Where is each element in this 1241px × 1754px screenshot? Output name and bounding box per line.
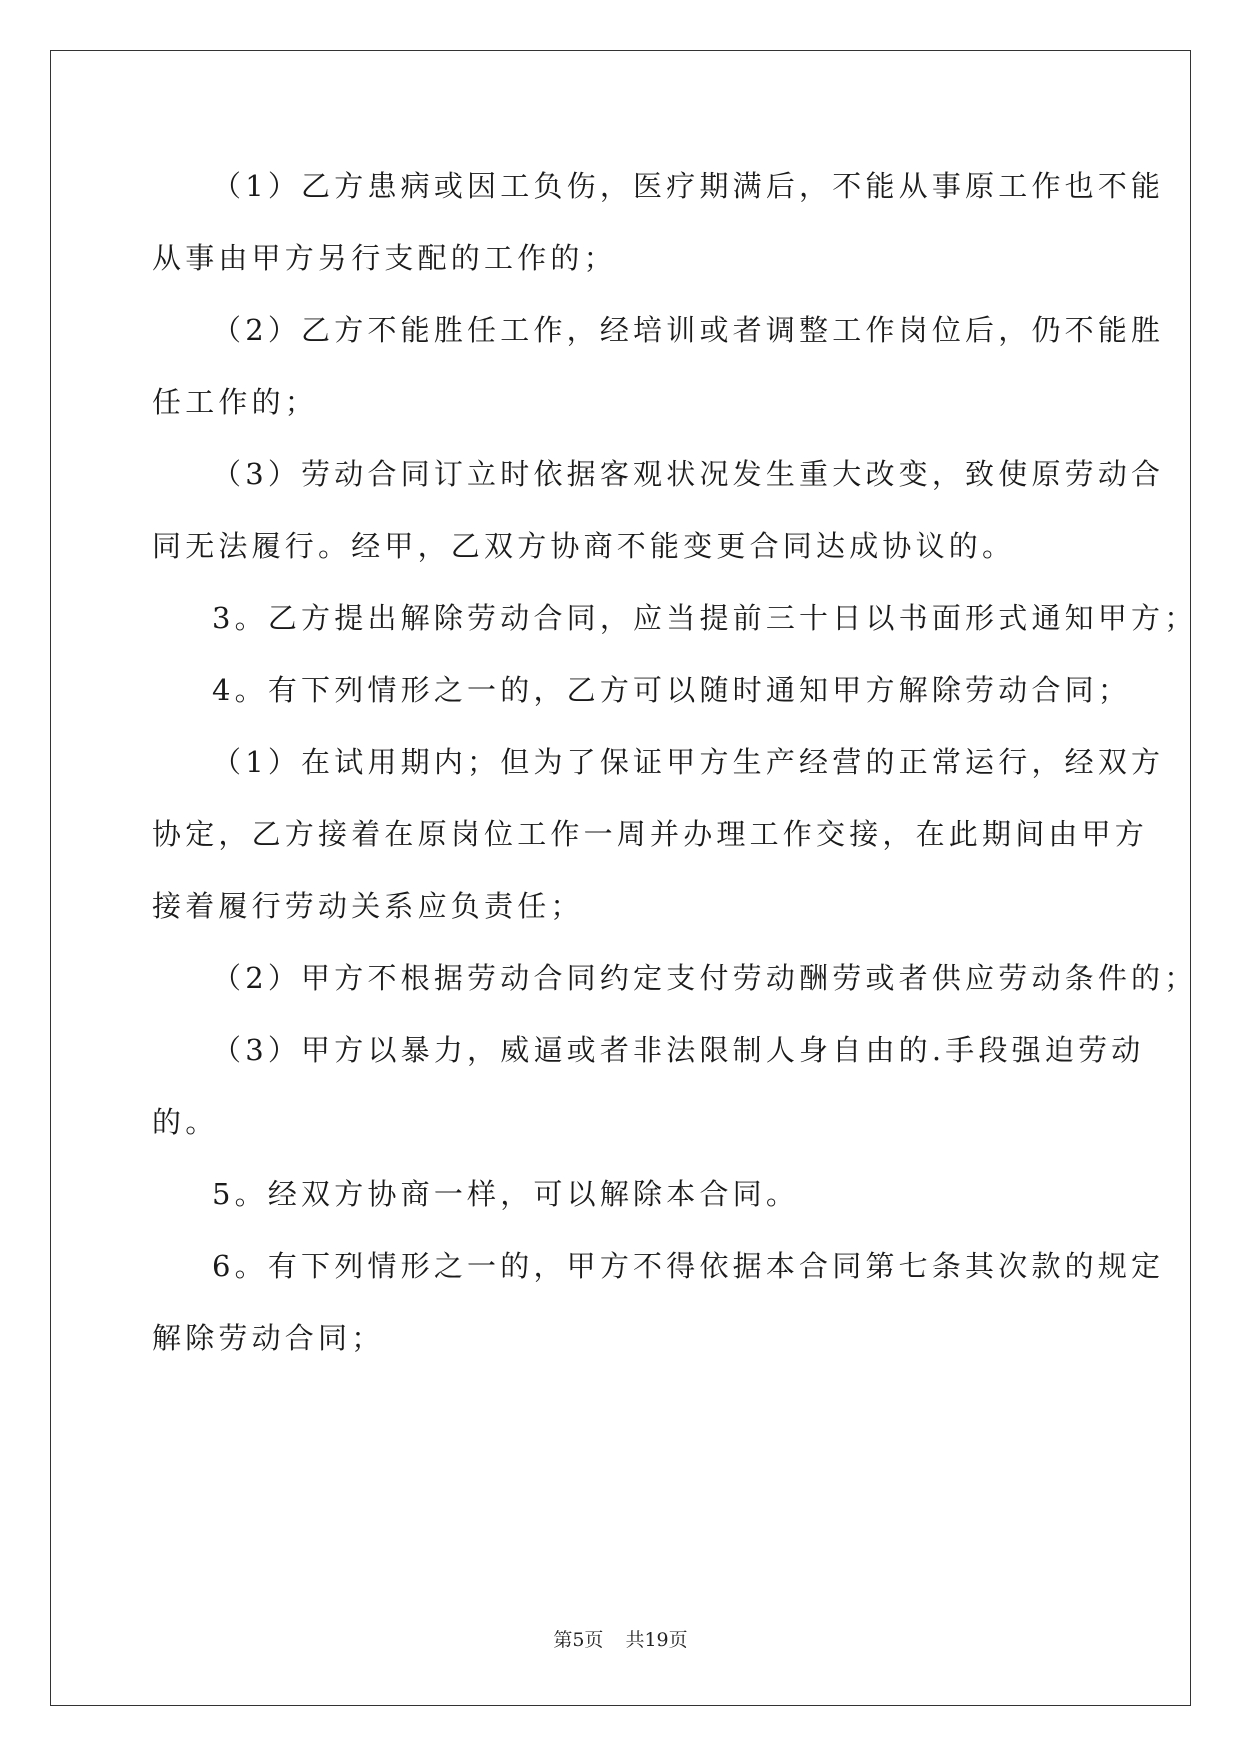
- text-line: 任工作的；: [152, 385, 319, 419]
- text-line: （1）乙方患病或因工负伤，医疗期满后，不能从事原工作也不能: [212, 169, 1165, 203]
- text-line: 从事由甲方另行支配的工作的；: [152, 241, 617, 275]
- text-line: 接着履行劳动关系应负责任；: [152, 889, 584, 923]
- text-line: 同无法履行。经甲，乙双方协商不能变更合同达成协议的。: [152, 529, 1016, 563]
- text-line: 的。: [152, 1105, 219, 1139]
- text-line: （3）劳动合同订立时依据客观状况发生重大改变，致使原劳动合: [212, 457, 1165, 491]
- text-line: 4。有下列情形之一的，乙方可以随时通知甲方解除劳动合同；: [212, 673, 1132, 707]
- text-line: （2）乙方不能胜任工作，经培训或者调整工作岗位后，仍不能胜: [212, 313, 1165, 347]
- text-line: （3）甲方以暴力，威逼或者非法限制人身自由的.手段强迫劳动: [212, 1033, 1145, 1067]
- text-line: 解除劳动合同；: [152, 1321, 385, 1355]
- text-line: 协定，乙方接着在原岗位工作一周并办理工作交接，在此期间由甲方: [152, 817, 1149, 851]
- text-line: 3。乙方提出解除劳动合同，应当提前三十日以书面形式通知甲方；: [212, 601, 1198, 635]
- text-line: 6。有下列情形之一的，甲方不得依据本合同第七条其次款的规定: [212, 1249, 1165, 1283]
- page-footer: [0, 1625, 1241, 1652]
- text-line: 5。经双方协商一样，可以解除本合同。: [212, 1177, 800, 1211]
- text-line: （1）在试用期内；但为了保证甲方生产经营的正常运行，经双方: [212, 745, 1165, 779]
- page-number: 第5页: [553, 1629, 604, 1651]
- page-total: 共19页: [625, 1629, 688, 1651]
- page-border: [50, 50, 1191, 1706]
- text-line: （2）甲方不根据劳动合同约定支付劳动酬劳或者供应劳动条件的；: [212, 961, 1198, 995]
